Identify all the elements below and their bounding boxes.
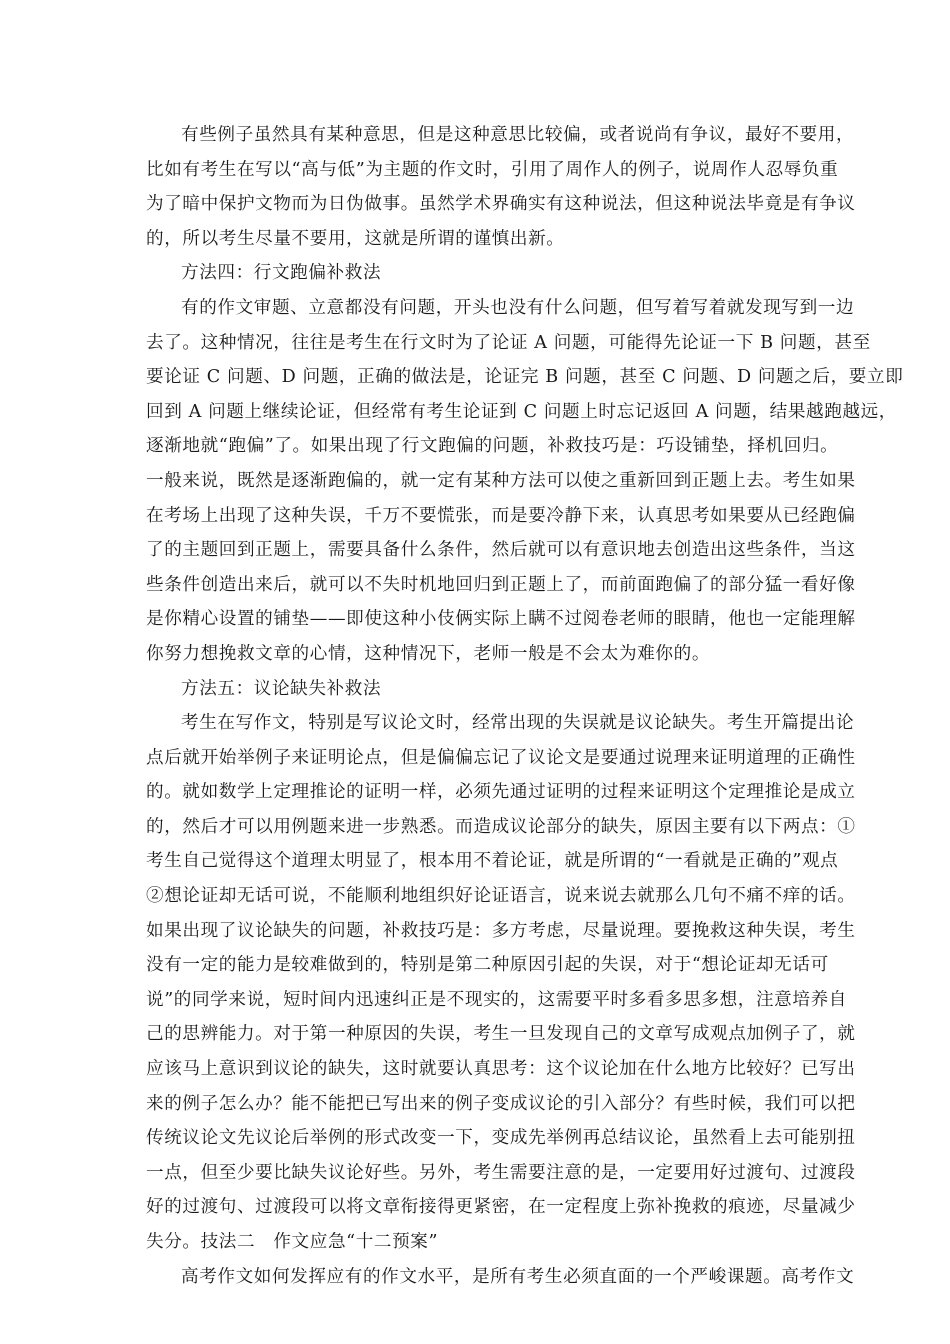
text-line: 一点，但至少要比缺失议论好些。另外，考生需要注意的是，一定要用好过渡句、过渡段 <box>146 1162 856 1183</box>
text-line: 比如有考生在写以“高与低”为主题的作文时，引用了周作人的例子，说周作人忍辱负重 <box>146 159 839 180</box>
text-line: 如果出现了议论缺失的问题，补救技巧是：多方考虑，尽量说理。要挽救这种失误，考生 <box>146 920 856 941</box>
text-line: 己的思辨能力。对于第一种原因的失误，考生一旦发现自己的文章写成观点加例子了，就 <box>146 1024 856 1045</box>
text-line: 是你精心设置的铺垫——即使这种小伎俩实际上瞒不过阅卷老师的眼睛，他也一定能理解 <box>146 609 856 630</box>
text-line: 为了暗中保护文物而为日伪做事。虽然学术界确实有这种说法，但这种说法毕竟是有争议 <box>146 194 856 215</box>
text-line: 说”的同学来说，短时间内迅速纠正是不现实的，这需要平时多看多思多想，注意培养自 <box>146 989 847 1010</box>
text-line: 回到 A 问题上继续论证，但经常有考生论证到 C 问题上时忘记返回 A 问题，结果越跑越远， <box>146 401 898 422</box>
text-line: 的。就如数学上定理推论的证明一样，必须先通过证明的过程来证明这个定理推论是成立 <box>146 782 856 803</box>
text-line: 考生自己觉得这个道理太明显了，根本用不着论证，就是所谓的“一看就是正确的”观点 <box>146 851 839 872</box>
text-line: 有些例子虽然具有某种意思，但是这种意思比较偏，或者说尚有争议，最好不要用， <box>181 125 855 145</box>
text-line: 在考场上出现了这种失误，千万不要慌张，而是要冷静下来，认真思考如果要从已经跑偏 <box>146 505 856 526</box>
text-line: 些条件创造出来后，就可以不失时机地回归到正题上了，而前面跑偏了的部分猛一看好像 <box>146 574 856 595</box>
text-line: 好的过渡句、过渡段可以将文章衔接得更紧密，在一定程度上弥补挽救的痕迹，尽量减少 <box>146 1197 856 1218</box>
text-line: 逐渐地就“跑偏”了。如果出现了行文跑偏的问题，补救技巧是：巧设铺垫，择机回归。 <box>146 436 839 457</box>
text-line: 传统议论文先议论后举例的形式改变一下，变成先举例再总结议论，虽然看上去可能别扭 <box>146 1128 856 1149</box>
text-line: ②想论证却无话可说，不能顺利地组织好论证语言，说来说去就那么几句不痛不痒的话。 <box>146 886 856 907</box>
text-line: 应该马上意识到议论的缺失，这时就要认真思考：这个议论加在什么地方比较好？已写出 <box>146 1059 856 1080</box>
text-line: 你努力想挽救文章的心情，这种情况下，老师一般是不会太为难你的。 <box>146 643 711 664</box>
text-line: 的，然后才可以用例题来进一步熟悉。而造成议论部分的缺失，原因主要有以下两点：① <box>146 816 856 837</box>
text-line: 有的作文审题、立意都没有问题，开头也没有什么问题，但写着写着就发现写到一边 <box>181 297 855 318</box>
section-heading: 方法五：议论缺失补救法 <box>181 678 382 699</box>
document-body <box>146 118 904 1294</box>
text-line: 没有一定的能力是较难做到的，特别是第二种原因引起的失误，对于“想论证却无话可 <box>146 955 829 976</box>
text-line: 点后就开始举例子来证明论点，但是偏偏忘记了议论文是要通过说理来证明道理的正确性 <box>146 747 856 768</box>
text-line: 要论证 C 问题、D 问题，正确的做法是，论证完 B 问题，甚至 C 问题、D 问题之后，要立即 <box>146 367 904 388</box>
text-line: 了的主题回到正题上，需要具备什么条件，然后就可以有意识地去创造出这些条件，当这 <box>146 540 856 561</box>
text-line: 来的例子怎么办？能不能把已写出来的例子变成议论的引入部分？有些时候，我们可以把 <box>146 1093 856 1114</box>
text-line: 去了。这种情况，往往是考生在行文时为了论证 A 问题，可能得先论证一下 B 问题，甚至 <box>146 332 871 353</box>
text-line: 高考作文如何发挥应有的作文水平，是所有考生必须直面的一个严峻课题。高考作文 <box>181 1266 855 1287</box>
text-line: 的，所以考生尽量不要用，这就是所谓的谨慎出新。 <box>146 228 565 249</box>
text-line: 失分。技法二 作文应急“十二预案” <box>146 1232 439 1252</box>
text-line: 一般来说，既然是逐渐跑偏的，就一定有某种方法可以使之重新回到正题上去。考生如果 <box>146 470 856 491</box>
text-line: 考生在写作文，特别是写议论文时，经常出现的失误就是议论缺失。考生开篇提出论 <box>181 713 855 734</box>
section-heading: 方法四：行文跑偏补救法 <box>181 263 382 284</box>
